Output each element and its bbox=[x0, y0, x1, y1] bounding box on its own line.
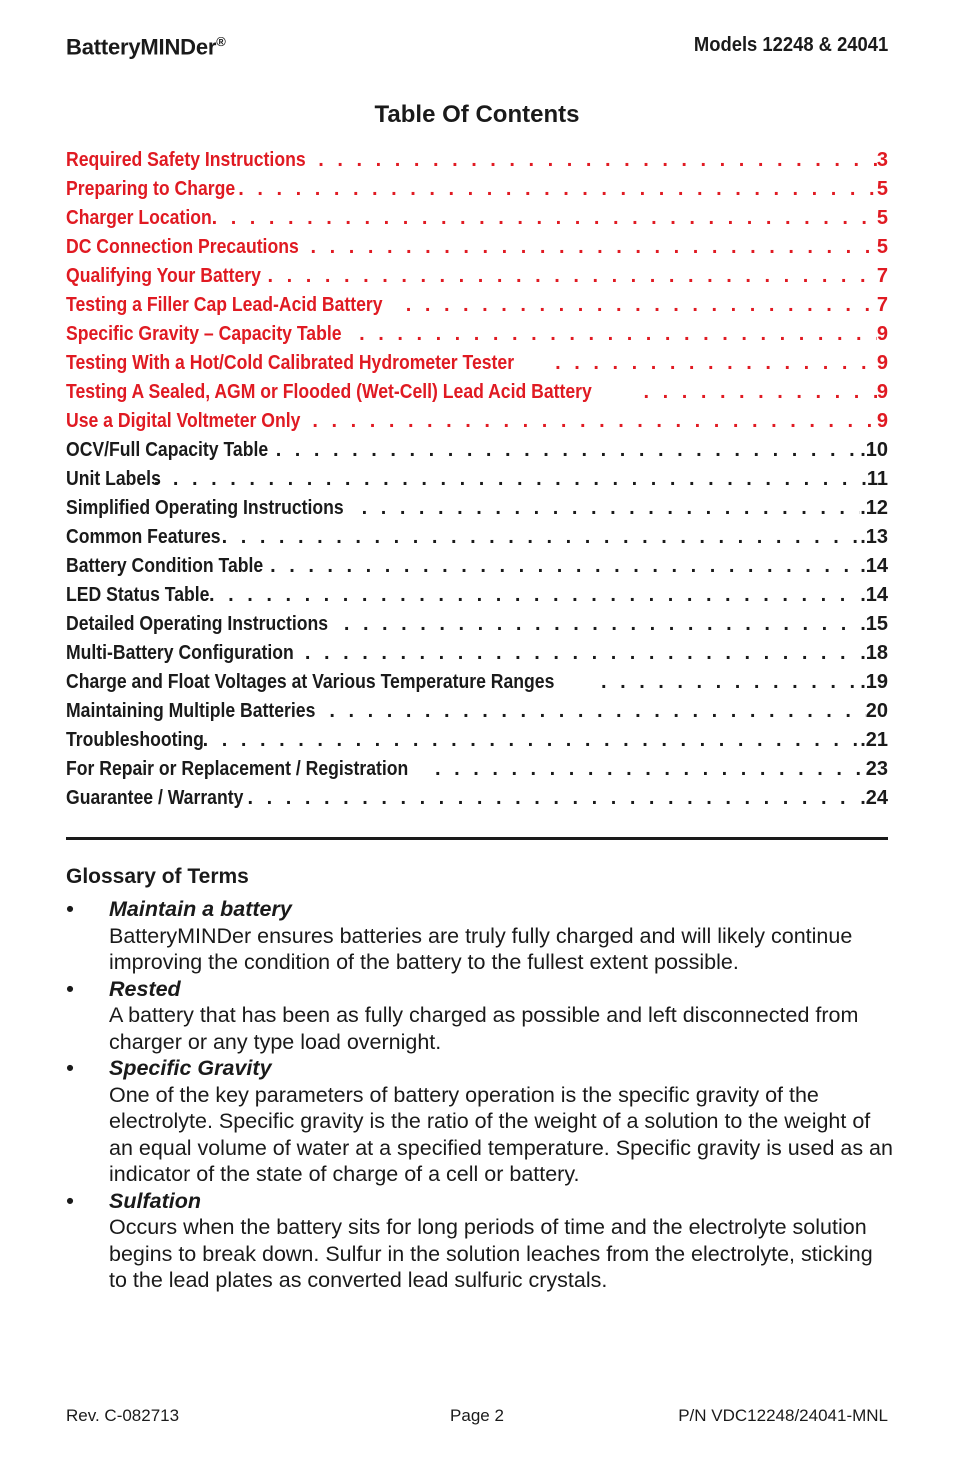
toc-entry[interactable] bbox=[66, 294, 888, 323]
toc-leader-dots bbox=[329, 700, 865, 723]
toc-entry-title: Maintaining Multiple Batteries bbox=[66, 700, 316, 722]
glossary-term: Rested bbox=[109, 976, 181, 1001]
toc-entry[interactable] bbox=[66, 265, 888, 294]
toc-entry-page: 5 bbox=[876, 207, 888, 229]
toc-entry-title: DC Connection Precautions bbox=[66, 236, 299, 258]
toc-entry-title: Guarantee / Warranty bbox=[66, 787, 244, 809]
glossary-item bbox=[66, 1188, 896, 1294]
glossary-definition: BatteryMINDer ensures batteries are truly fully charged and will likely continue improving the condition of the battery to the fullest extent possible. bbox=[109, 923, 853, 974]
glossary-item bbox=[66, 896, 896, 976]
toc-entry-title: Troubleshooting bbox=[66, 729, 204, 751]
bullet-icon: • bbox=[66, 976, 74, 1001]
toc-leader-dots bbox=[344, 613, 860, 636]
toc-entry[interactable] bbox=[66, 555, 888, 584]
glossary-definition: One of the key parameters of battery operation is the specific gravity of the electrolyte. Specific gravity is the ratio of the weight of a solution to the weight of an equal volume of water at a specified temperature. Specific gravity is used as an indicator of the state of charge of a cell or battery. bbox=[109, 1082, 893, 1186]
toc-entry-page: 3 bbox=[876, 149, 888, 171]
toc-leader-dots bbox=[310, 236, 876, 259]
part-number: P/N VDC12248/24041-MNL bbox=[678, 1406, 888, 1425]
bullet-icon: • bbox=[66, 897, 74, 921]
glossary-title: Glossary of Terms bbox=[66, 865, 249, 888]
section-divider bbox=[66, 837, 888, 840]
models-label: Models 12248 & 24041 bbox=[693, 34, 888, 56]
toc-entry[interactable] bbox=[66, 584, 888, 613]
registered-mark: ® bbox=[216, 34, 226, 49]
toc-leader-dots bbox=[555, 352, 877, 375]
toc-leader-dots bbox=[209, 584, 860, 607]
toc-leader-dots bbox=[312, 410, 877, 433]
toc-entry[interactable] bbox=[66, 700, 888, 729]
toc-leader-dots bbox=[268, 265, 877, 288]
toc-leader-dots bbox=[270, 555, 860, 578]
toc-entry-page: 20 bbox=[865, 700, 888, 722]
toc-entry-page: 23 bbox=[865, 758, 888, 780]
toc-leader-dots bbox=[318, 149, 877, 172]
bullet-icon: • bbox=[66, 1056, 74, 1080]
toc-entry[interactable] bbox=[66, 352, 888, 381]
toc-leader-dots bbox=[276, 439, 861, 462]
toc-entry-page: .11 bbox=[861, 468, 888, 490]
toc-entry-title: For Repair or Replacement / Registration bbox=[66, 758, 409, 780]
toc-entry[interactable] bbox=[66, 439, 888, 468]
table-of-contents bbox=[66, 149, 888, 816]
revision-label: Rev. C-082713 bbox=[66, 1406, 180, 1425]
toc-entry-page: 9 bbox=[876, 352, 888, 374]
toc-entry-page: .24 bbox=[860, 787, 888, 809]
glossary-item bbox=[66, 976, 896, 1056]
toc-entry-title: Multi-Battery Configuration bbox=[66, 642, 294, 664]
toc-entry-title: Common Features bbox=[66, 526, 221, 548]
glossary-term: Maintain a battery bbox=[109, 897, 292, 921]
toc-entry-page: 7 bbox=[876, 265, 888, 287]
toc-title: Table Of Contents bbox=[374, 101, 580, 128]
page-header bbox=[66, 34, 888, 64]
toc-entry-page: 5 bbox=[876, 178, 888, 200]
toc-leader-dots bbox=[203, 729, 861, 752]
toc-entry-title: Specific Gravity – Capacity Table bbox=[66, 323, 342, 345]
toc-entry-title: Simplified Operating Instructions bbox=[66, 497, 344, 519]
toc-entry-title: Testing A Sealed, AGM or Flooded (Wet-Cell) Lead Acid Battery bbox=[66, 381, 592, 403]
toc-leader-dots bbox=[305, 642, 860, 665]
toc-entry-page: .14 bbox=[860, 555, 888, 577]
toc-leader-dots bbox=[435, 758, 866, 781]
toc-entry[interactable] bbox=[66, 178, 888, 207]
toc-entry[interactable] bbox=[66, 613, 888, 642]
toc-entry-title: Charge and Float Voltages at Various Temperature Ranges bbox=[66, 671, 555, 693]
toc-leader-dots bbox=[406, 294, 877, 317]
toc-entry-title: Required Safety Instructions bbox=[66, 149, 306, 171]
toc-leader-dots bbox=[212, 207, 877, 230]
toc-entry-page: .21 bbox=[860, 729, 888, 751]
toc-entry-page: 9 bbox=[876, 410, 888, 432]
toc-leader-dots bbox=[222, 526, 861, 549]
toc-entry-title: Battery Condition Table bbox=[66, 555, 264, 577]
toc-leader-dots bbox=[238, 178, 877, 201]
toc-entry-title: Testing With a Hot/Cold Calibrated Hydrometer Tester bbox=[66, 352, 515, 374]
toc-leader-dots bbox=[601, 671, 860, 694]
toc-entry[interactable] bbox=[66, 323, 888, 352]
toc-entry[interactable] bbox=[66, 642, 888, 671]
toc-entry-page: 5 bbox=[876, 236, 888, 258]
toc-entry[interactable] bbox=[66, 236, 888, 265]
toc-entry[interactable] bbox=[66, 497, 888, 526]
brand-name: BatteryMINDer® bbox=[66, 34, 226, 60]
toc-entry-page: .12 bbox=[860, 497, 888, 519]
toc-entry-page: .10 bbox=[860, 439, 888, 461]
toc-entry-page: .14 bbox=[860, 584, 888, 606]
glossary-list bbox=[66, 896, 896, 1294]
toc-entry-page: 9 bbox=[876, 381, 888, 403]
page-footer bbox=[66, 1406, 888, 1428]
toc-entry[interactable] bbox=[66, 381, 888, 410]
glossary-term: Sulfation bbox=[109, 1188, 201, 1213]
toc-entry-page: .18 bbox=[860, 642, 888, 664]
toc-entry[interactable] bbox=[66, 787, 888, 816]
bullet-icon: • bbox=[66, 1188, 74, 1213]
toc-entry-page: 7 bbox=[876, 294, 888, 316]
toc-entry-title: Charger Location bbox=[66, 207, 212, 229]
toc-entry-title: OCV/Full Capacity Table bbox=[66, 439, 269, 461]
toc-entry[interactable] bbox=[66, 149, 888, 178]
toc-entry-title: Testing a Filler Cap Lead-Acid Battery bbox=[66, 294, 383, 316]
toc-entry-title: Qualifying Your Battery bbox=[66, 265, 261, 287]
toc-entry-page: .13 bbox=[860, 526, 888, 548]
toc-leader-dots bbox=[359, 323, 877, 346]
toc-entry[interactable] bbox=[66, 729, 888, 758]
toc-entry[interactable] bbox=[66, 758, 888, 787]
glossary-definition: A battery that has been as fully charged as possible and left disconnected from charger or any type load overnight. bbox=[109, 1003, 859, 1054]
toc-entry-page: .15 bbox=[860, 613, 888, 635]
toc-entry-title: Use a Digital Voltmeter Only bbox=[66, 410, 301, 432]
glossary-definition: Occurs when the battery sits for long periods of time and the electrolyte solution begins to break down. Sulfur in the solution leaches from the electrolyte, sticking to the lead plates as converted lead sulfuric crystals. bbox=[109, 1215, 873, 1292]
toc-entry-page: 9 bbox=[876, 323, 888, 345]
glossary-term: Specific Gravity bbox=[109, 1056, 272, 1080]
toc-leader-dots bbox=[154, 468, 862, 491]
toc-entry[interactable] bbox=[66, 671, 888, 700]
toc-leader-dots bbox=[643, 381, 876, 404]
toc-leader-dots bbox=[362, 497, 861, 520]
page-number: Page 2 bbox=[450, 1406, 504, 1425]
toc-entry-title: Unit Labels bbox=[66, 468, 161, 490]
toc-entry[interactable] bbox=[66, 526, 888, 555]
toc-entry[interactable] bbox=[66, 207, 888, 236]
toc-entry-title: LED Status Table bbox=[66, 584, 210, 606]
toc-entry-title: Preparing to Charge bbox=[66, 178, 236, 200]
toc-entry-page: .19 bbox=[860, 671, 888, 693]
toc-entry-title: Detailed Operating Instructions bbox=[66, 613, 329, 635]
toc-entry[interactable] bbox=[66, 410, 888, 439]
toc-entry[interactable] bbox=[66, 468, 888, 497]
toc-leader-dots bbox=[248, 787, 861, 810]
glossary-item bbox=[66, 1055, 896, 1188]
